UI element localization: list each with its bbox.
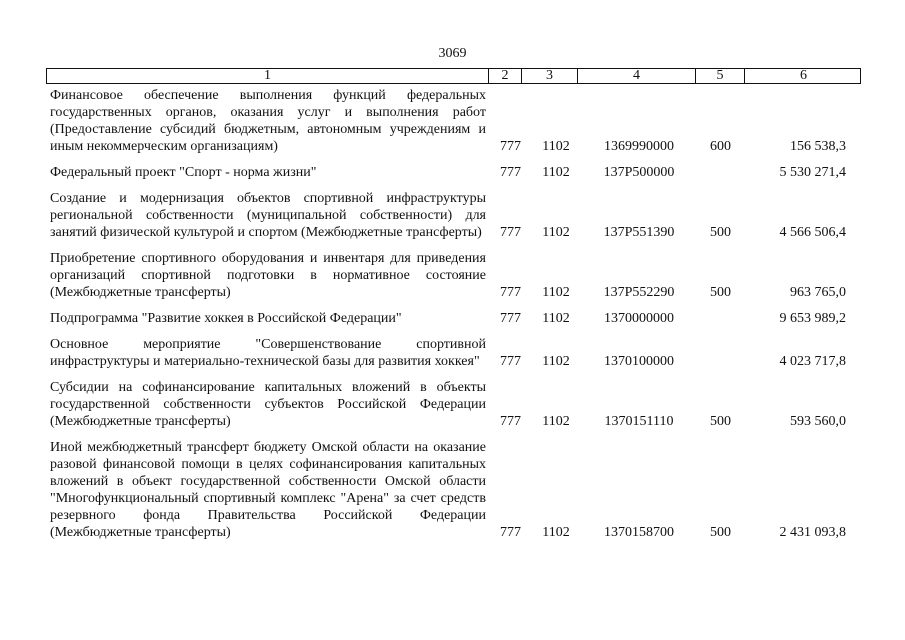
row-amount: 593 560,0: [790, 414, 846, 429]
row-target-code: 1370151110: [604, 414, 674, 429]
row-target-code: 1370100000: [604, 354, 674, 369]
row-section-code: 1102: [542, 285, 570, 300]
header-col-6: 6: [800, 68, 807, 83]
row-target-code: 137P500000: [603, 165, 675, 180]
row-section-code: 1102: [542, 354, 570, 369]
table-row: [50, 190, 861, 241]
row-name: Финансовое обеспечение выполнения функций федеральных государственных органов, оказания услуг и выполнения работ (Предоставление субсидий бюджетным, автономным учреждениям и иным некоммерческим организациям): [50, 88, 486, 154]
row-section-code: 1102: [542, 311, 570, 326]
row-name: Создание и модернизация объектов спортивной инфраструктуры региональной собственности (муниципальной собственности) для занятий физической культурой и спортом (Межбюджетные трансферты): [50, 191, 486, 240]
table-row: [50, 379, 861, 430]
table-header: [46, 68, 861, 84]
page-number: 3069: [438, 46, 467, 61]
row-section-code: 1102: [542, 165, 570, 180]
row-name: Иной межбюджетный трансферт бюджету Омской области на оказание разовой финансовой помощи в целях софинансирования капитальных вложений в объект государственной собственности Омской области "Многофункциональный спортивный комплекс "Арена" за счет средств резервного фонда Правительства Российской Федерации (Межбюджетные трансферты): [50, 440, 486, 540]
header-col-3: 3: [522, 69, 578, 83]
row-target-code: 137P552290: [603, 285, 675, 300]
row-name: Субсидии на софинансирование капитальных вложений в объекты государственной собственности субъектов Российской Федерации (Межбюджетные трансферты): [50, 380, 486, 429]
row-expense-type: 500: [710, 225, 731, 240]
row-ministry-code: 777: [500, 525, 521, 540]
row-amount: 2 431 093,8: [779, 525, 846, 540]
table-row: [50, 439, 861, 541]
row-ministry-code: 777: [500, 225, 521, 240]
row-ministry-code: 777: [500, 414, 521, 429]
row-ministry-code: 777: [500, 165, 521, 180]
table-row: [50, 250, 861, 301]
row-target-code: 137P551390: [603, 225, 675, 240]
row-amount: 963 765,0: [790, 285, 846, 300]
table-row: [50, 336, 861, 370]
table-row: [50, 310, 861, 327]
row-amount: 5 530 271,4: [779, 165, 846, 180]
row-expense-type: 500: [710, 525, 731, 540]
row-target-code: 1370158700: [604, 525, 674, 540]
header-col-5: 5: [696, 69, 745, 83]
table-row: [50, 87, 861, 155]
row-ministry-code: 777: [500, 311, 521, 326]
row-name: Основное мероприятие "Совершенствование спортивной инфраструктуры и материально-технической базы для развития хоккея": [50, 337, 486, 369]
header-col-1: 1: [47, 69, 489, 83]
row-name: Подпрограмма "Развитие хоккея в Российской Федерации": [50, 311, 402, 326]
row-section-code: 1102: [542, 139, 570, 154]
header-col-2: 2: [489, 69, 522, 83]
header-col-4: 4: [578, 69, 696, 83]
table-body: [50, 87, 861, 550]
row-expense-type: 500: [710, 285, 731, 300]
row-target-code: 1370000000: [604, 311, 674, 326]
table-row: [50, 164, 861, 181]
row-target-code: 1369990000: [604, 139, 674, 154]
row-amount: 4 023 717,8: [779, 354, 846, 369]
row-ministry-code: 777: [500, 285, 521, 300]
row-name: Федеральный проект "Спорт - норма жизни": [50, 165, 317, 180]
row-expense-type: 500: [710, 414, 731, 429]
row-section-code: 1102: [542, 225, 570, 240]
row-name: Приобретение спортивного оборудования и инвентаря для приведения организаций спортивной подготовки в нормативное состояние (Межбюджетные трансферты): [50, 251, 486, 300]
row-amount: 4 566 506,4: [779, 225, 846, 240]
row-ministry-code: 777: [500, 139, 521, 154]
row-section-code: 1102: [542, 525, 570, 540]
row-expense-type: 600: [710, 139, 731, 154]
row-amount: 156 538,3: [790, 139, 846, 154]
row-ministry-code: 777: [500, 354, 521, 369]
row-amount: 9 653 989,2: [779, 311, 846, 326]
row-section-code: 1102: [542, 414, 570, 429]
